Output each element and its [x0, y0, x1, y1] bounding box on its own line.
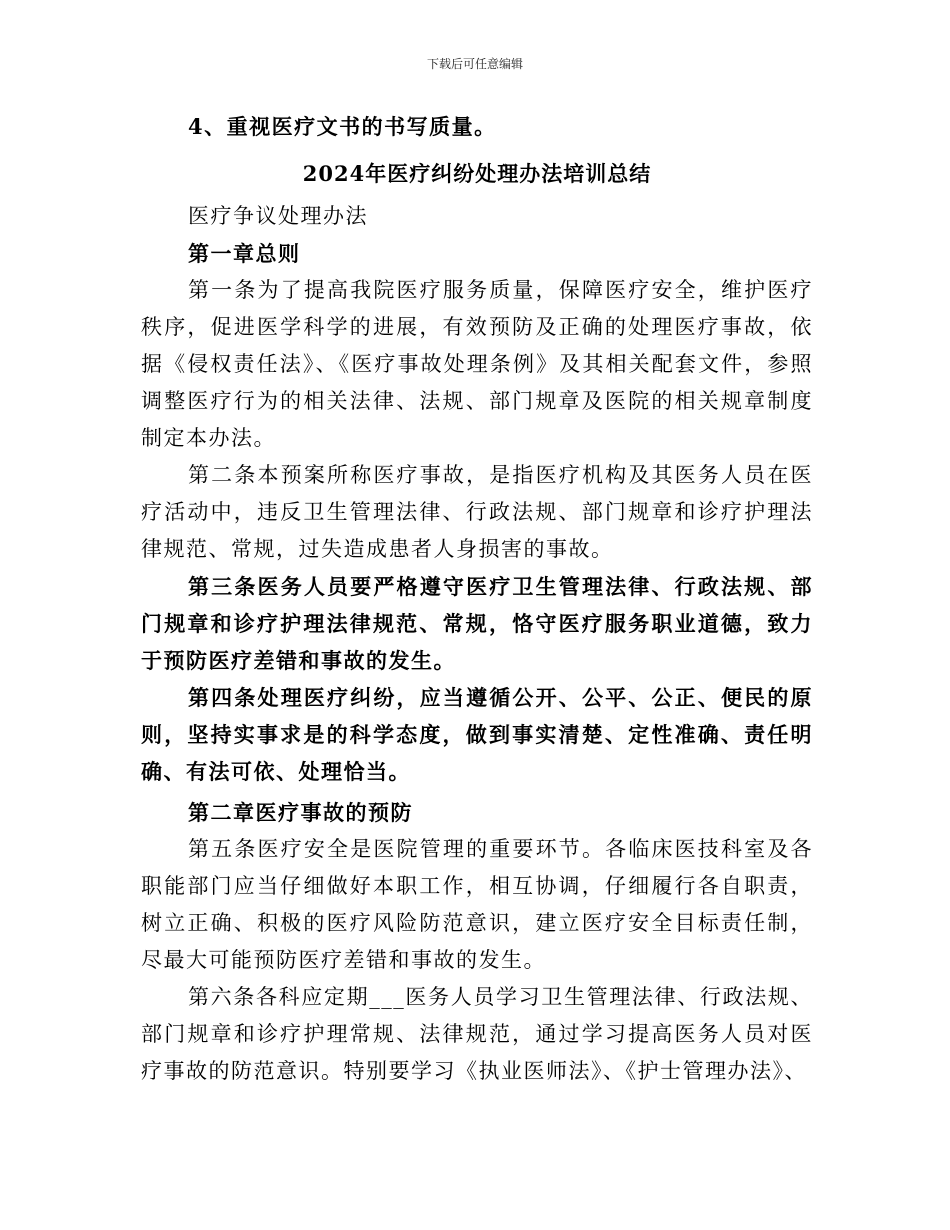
chapter-2-heading: 第二章医疗事故的预防 — [188, 800, 413, 825]
article-1: 第一条为了提高我院医疗服务质量，保障医疗安全，维护医疗秩序，促进医学科学的进展，有效预防及正确的处理医疗事故，依据《侵权责任法》、《医疗事故处理条例》及其相关配套文件，参照调整医疗行为的相关法律、法规、部门规章及医院的相关规章制度制定本办法。 — [141, 278, 813, 450]
document-body — [141, 108, 813, 1090]
article-6: 第六条各科应定期___医务人员学习卫生管理法律、行政法规、部门规章和诊疗护理常规、法律规范，通过学习提高医务人员对医疗事故的防范意识。特别要学习《执业医师法》、《护士管理办法》、 — [141, 985, 813, 1083]
header-note: 下载后可任意编辑 — [426, 57, 523, 71]
article-4: 第四条处理医疗纠纷，应当遵循公开、公平、公正、便民的原则，坚持实事求是的科学态度，做到事实清楚、定性准确、责任明确、有法可依、处理恰当。 — [141, 685, 813, 784]
article-3: 第三条医务人员要严格遵守医疗卫生管理法律、行政法规、部门规章和诊疗护理法律规范、常规，恪守医疗服务职业道德，致力于预防医疗差错和事故的发生。 — [141, 574, 813, 673]
document-title: 2024年医疗纠纷处理办法培训总结 — [302, 161, 652, 186]
article-5: 第五条医疗安全是医院管理的重要环节。各临床医技科室及各职能部门应当仔细做好本职工作，相互协调，仔细履行各自职责，树立正确、积极的医疗风险防范意识，建立医疗安全目标责任制，尽最大可能预防医疗差错和事故的发生。 — [141, 837, 813, 972]
article-2: 第二条本预案所称医疗事故，是指医疗机构及其医务人员在医疗活动中，违反卫生管理法律、行政法规、部门规章和诊疗护理法律规范、常规，过失造成患者人身损害的事故。 — [141, 463, 813, 561]
chapter-1-heading: 第一章总则 — [188, 241, 301, 266]
document-subtitle: 医疗争议处理办法 — [188, 204, 368, 228]
item-4: 4、重视医疗文书的书写质量。 — [188, 114, 497, 139]
